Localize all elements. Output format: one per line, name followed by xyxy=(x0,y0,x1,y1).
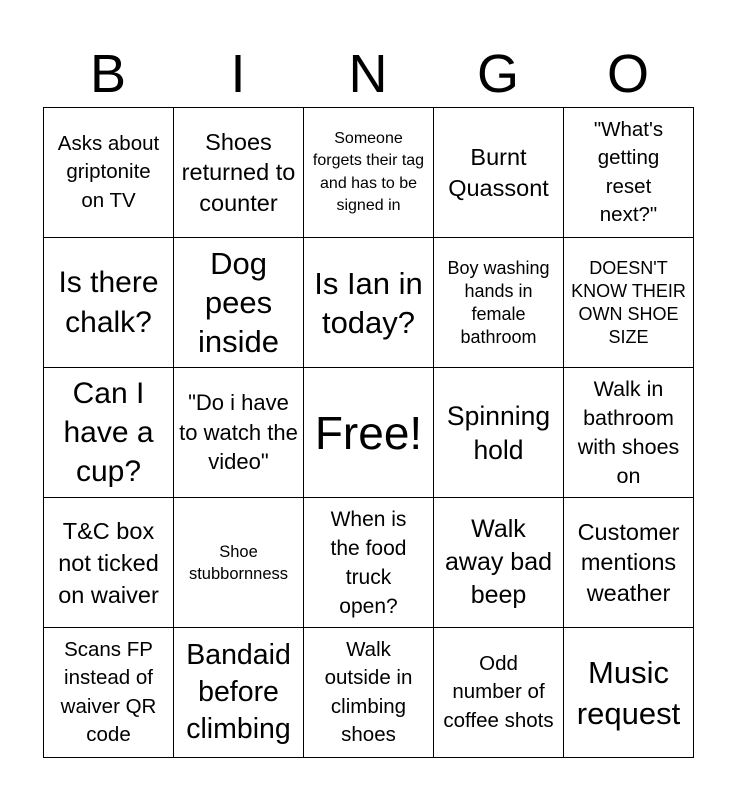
bingo-cell[interactable] xyxy=(44,108,174,238)
bingo-cell[interactable] xyxy=(564,368,694,498)
bingo-cell[interactable] xyxy=(44,238,174,368)
cell-text: Shoe stubbornness xyxy=(188,542,289,583)
bingo-cell[interactable] xyxy=(304,498,434,628)
cell-text: Walk in bathroom with shoes on xyxy=(577,376,680,488)
header-letter-n: N xyxy=(348,44,388,104)
cell-text: Is there chalk? xyxy=(58,265,159,339)
bingo-cell[interactable] xyxy=(304,628,434,758)
cell-text: Is Ian in today? xyxy=(314,265,423,340)
bingo-cell[interactable] xyxy=(434,368,564,498)
cell-text: "Do i have to watch the video" xyxy=(179,390,298,475)
bingo-cell[interactable] xyxy=(434,628,564,758)
bingo-cell[interactable] xyxy=(174,628,304,758)
bingo-cell[interactable] xyxy=(564,628,694,758)
cell-text: Bandaid before climbing xyxy=(186,639,291,745)
cell-text: "What's getting reset next?" xyxy=(593,117,664,226)
bingo-cell[interactable] xyxy=(174,238,304,368)
bingo-board xyxy=(43,107,694,758)
cell-text: Odd number of coffee shots xyxy=(443,651,554,732)
bingo-cell[interactable] xyxy=(434,238,564,368)
free-space-cell[interactable] xyxy=(304,368,434,498)
bingo-cell[interactable] xyxy=(174,368,304,498)
bingo-cell[interactable] xyxy=(564,238,694,368)
cell-text: Asks about griptonite on TV xyxy=(57,131,160,212)
bingo-cell[interactable] xyxy=(174,108,304,238)
bingo-cell[interactable] xyxy=(304,238,434,368)
bingo-cell[interactable] xyxy=(564,498,694,628)
cell-text: Spinning hold xyxy=(446,400,551,465)
cell-text: DOESN'T KNOW THEIR OWN SHOE SIZE xyxy=(571,257,686,347)
bingo-cell[interactable] xyxy=(44,368,174,498)
cell-text: Walk outside in climbing shoes xyxy=(324,637,413,746)
cell-text: Someone forgets their tag and has to be signed in xyxy=(312,129,425,214)
cell-text: Customer mentions weather xyxy=(577,518,680,606)
cell-text: Walk away bad beep xyxy=(444,515,553,609)
free-space-label: Free! xyxy=(314,406,423,459)
cell-text: Music request xyxy=(576,654,681,731)
header-letter-g: G xyxy=(476,44,519,104)
bingo-header xyxy=(43,42,693,106)
header-letter-b: B xyxy=(89,44,127,104)
cell-text: Shoes returned to counter xyxy=(181,128,296,216)
bingo-cell[interactable] xyxy=(174,498,304,628)
bingo-cell[interactable] xyxy=(434,108,564,238)
cell-text: Dog pees inside xyxy=(198,246,279,359)
cell-text: Scans FP instead of waiver QR code xyxy=(60,637,157,746)
bingo-cell[interactable] xyxy=(44,498,174,628)
cell-text: When is the food truck open? xyxy=(330,507,407,618)
bingo-cell[interactable] xyxy=(304,108,434,238)
bingo-cell[interactable] xyxy=(564,108,694,238)
cell-text: T&C box not ticked on waiver xyxy=(58,517,159,608)
bingo-cell[interactable] xyxy=(44,628,174,758)
cell-text: Can I have a cup? xyxy=(63,377,154,488)
header-letter-o: O xyxy=(606,44,649,104)
header-letter-i: I xyxy=(230,44,246,104)
bingo-cell[interactable] xyxy=(434,498,564,628)
cell-text: Burnt Quassont xyxy=(448,144,549,201)
cell-text: Boy washing hands in female bathroom xyxy=(447,257,550,347)
